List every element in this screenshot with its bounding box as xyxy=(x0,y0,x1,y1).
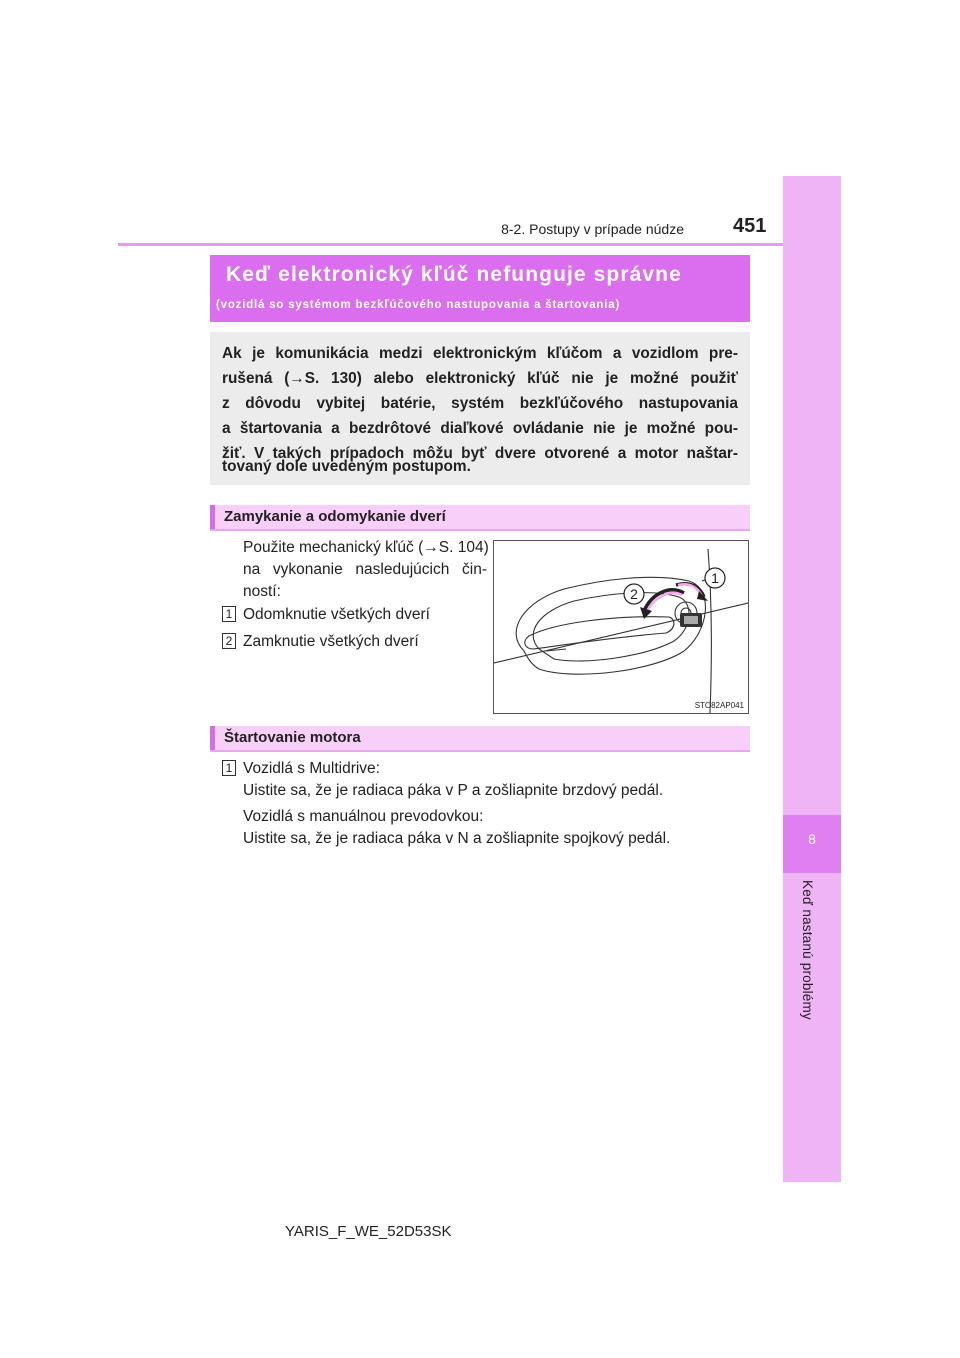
intro-line: žiť. V takých prípadoch môžu byť dvere otvorené a motor naštar- xyxy=(222,445,738,462)
subheading-lock-text: Zamykanie a odomykanie dverí xyxy=(224,508,446,525)
svg-text:2: 2 xyxy=(630,586,638,602)
lock-text-line: Použite mechanický kľúč (→S. 104) xyxy=(243,539,489,556)
intro-box xyxy=(210,332,750,485)
callout-2 xyxy=(624,584,644,604)
lock-item-unlock: Odomknutie všetkých dverí xyxy=(243,606,430,623)
door-handle-illustration xyxy=(493,540,749,714)
start-line: Vozidlá s Multidrive: xyxy=(243,760,380,777)
footer-document-code: YARIS_F_WE_52D53SK xyxy=(285,1223,452,1240)
subheading-start-text: Štartovanie motora xyxy=(224,729,361,746)
chapter-label: Keď nastanú problémy xyxy=(800,880,815,1020)
page-number: 451 xyxy=(733,215,767,237)
header-rule xyxy=(118,243,783,246)
subheading-rule xyxy=(210,529,750,531)
title-banner xyxy=(210,255,750,322)
callout-1 xyxy=(702,568,725,588)
start-line: Uistite sa, že je radiaca páka v N a zošliapnite spojkový pedál. xyxy=(243,830,671,847)
svg-text:1: 1 xyxy=(711,570,719,586)
figure-code: STO82AP041 xyxy=(694,701,744,710)
subheading-start xyxy=(210,726,750,750)
intro-line: Ak je komunikácia medzi elektronickým kľúčom a vozidlom pre- xyxy=(222,345,738,362)
step-number-1: 1 xyxy=(222,760,236,776)
item-number-2: 2 xyxy=(222,633,236,649)
intro-line: a štartovania a bezdrôtové diaľkové ovládanie nie je možné pou- xyxy=(222,420,738,437)
intro-line: tovaný dole uvedeným postupom. xyxy=(222,458,471,475)
chapter-number: 8 xyxy=(808,831,816,847)
lock-text-line: ností: xyxy=(243,583,281,600)
lock-item-lock: Zamknutie všetkých dverí xyxy=(243,633,419,650)
chapter-tab xyxy=(783,176,841,1182)
subheading-rule xyxy=(210,750,750,752)
intro-line: rušená (→S. 130) alebo elektronický kľúč nie je možné použiť xyxy=(222,370,738,387)
page-subtitle: (vozidlá so systémom bezkľúčového nastupovania a štartovania) xyxy=(216,299,621,311)
header-section-title: 8-2. Postupy v prípade núdze xyxy=(501,221,684,237)
item-number-1: 1 xyxy=(222,606,236,622)
start-line: Vozidlá s manuálnou prevodovkou: xyxy=(243,808,484,825)
page-title: Keď elektronický kľúč nefunguje správne xyxy=(226,263,682,286)
door-handle-drawing xyxy=(494,541,748,713)
subheading-lock xyxy=(210,505,750,529)
intro-line: z dôvodu vybitej batérie, systém bezkľúčového nastupovania xyxy=(222,395,738,412)
lock-text-line: na vykonanie nasledujúcich čin- xyxy=(243,561,487,578)
start-line: Uistite sa, že je radiaca páka v P a zošliapnite brzdový pedál. xyxy=(243,782,664,799)
